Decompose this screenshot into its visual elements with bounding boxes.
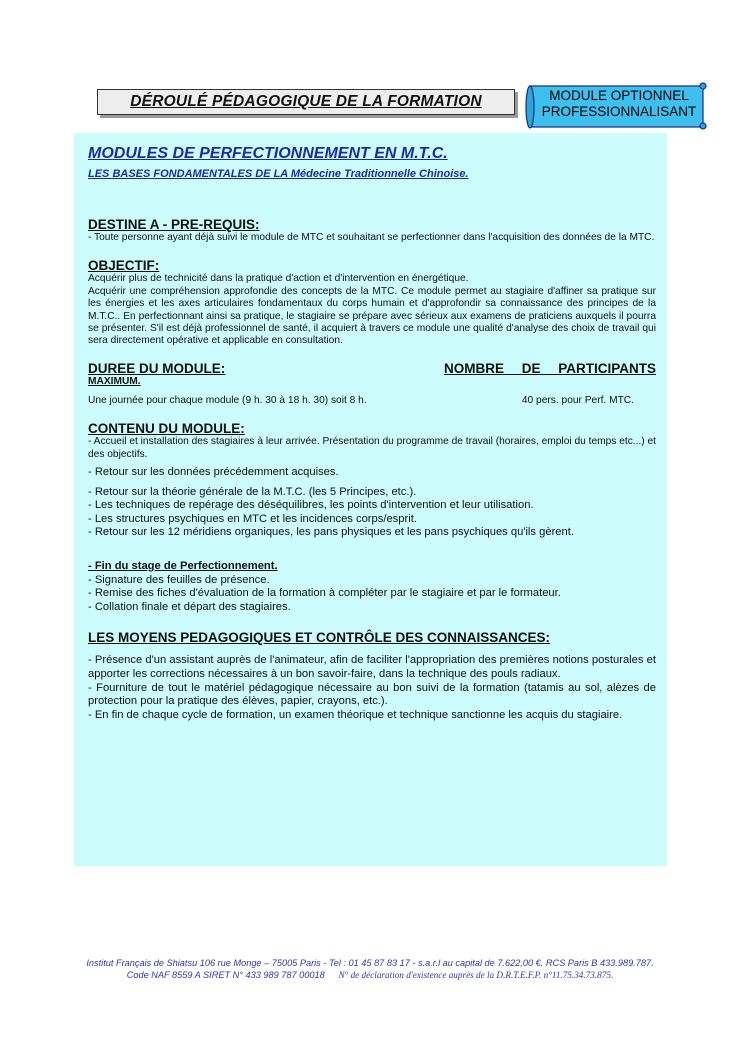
contenu-item-2: - Retour sur les données précédemment acquises. xyxy=(88,466,339,479)
participants-text: 40 pers. pour Perf. MTC. xyxy=(521,394,634,406)
module-badge xyxy=(525,82,707,130)
destine-heading: DESTINE A - PRE-REQUIS: xyxy=(88,217,260,232)
fin-item-1: - Signature des feuilles de présence. xyxy=(88,573,270,586)
module-subtitle: LES BASES FONDAMENTALES DE LA Médecine Traditionnelle Chinoise. xyxy=(88,168,469,180)
document-title-box xyxy=(97,89,515,115)
contenu-item-1: - Accueil et installation des stagiaires à leur arrivée. Présentation du programme de travail (horaires, emploi du temps etc...) et des objectifs. xyxy=(88,436,656,460)
contenu-item-4: - Les techniques de repérage des déséquilibres, les points d'intervention et leur utilisation. xyxy=(88,499,534,512)
duree-text: Une journée pour chaque module (9 h. 30 à 18 h. 30) soit 8 h. xyxy=(88,394,367,406)
participants-maximum: MAXIMUM. xyxy=(88,375,141,387)
participants-heading: NOMBRE DE PARTICIPANTS xyxy=(443,360,656,376)
contenu-item-5: - Les structures psychiques en MTC et les incidences corps/esprit. xyxy=(88,512,417,525)
contenu-heading: CONTENU DU MODULE: xyxy=(88,421,245,437)
badge-line-1: MODULE OPTIONNEL xyxy=(549,88,689,103)
footer-line-2 xyxy=(0,970,740,980)
destine-text: - Toute personne ayant déjà suivi le module de MTC et souhaitant se perfectionner dans l'acquisition des données de la MTC. xyxy=(88,232,655,243)
fin-item-2: - Remise des fiches d'évaluation de la formation à compléter par le stagiaire et par le formateur. xyxy=(88,587,561,600)
footer-declaration: N° de déclaration d'existence auprès de la D.R.T.E.F.P. n°11.75.34.73.875. xyxy=(338,970,614,980)
moyens-item-2: - Fourniture de tout le matériel pédagogique nécessaire au bon suivi de la formation (tatamis au sol, alèzes de protection pour la pratique des élèves, papier, crayons, etc.). xyxy=(88,681,656,708)
contenu-item-3: - Retour sur la théorie générale de la M.T.C. (les 5 Principes, etc.). xyxy=(88,485,417,498)
duree-heading: DUREE DU MODULE: xyxy=(88,360,226,376)
footer-address: Institut Français de Shiatsu 106 rue Monge – 75005 Paris - Tel : 01 45 87 83 17 - s.a.r.l au capital de 7.622,00 €. RCS Paris B 433.989.787. xyxy=(86,958,654,968)
badge-line-2: PROFESSIONNALISANT xyxy=(541,104,697,119)
objectif-paragraph: Acquérir une compréhension approfondie des concepts de la MTC. Ce module permet au stagiaire d'affiner sa pratique sur les énergies et les axes articulaires fondamentaux du corps humain et d'approfondir sa connaissance des principes de la M.T.C.. En perfectionnant ainsi sa pratique, le stagiaire se prépare avec sérieux aux examens de praticiens auxquels il pourra se présenter. S'il est déjà professionnel de santé, il acquiert à travers ce module une qualité d'analyse des choix de travail qui sera directement opérative et applicable en consultation. xyxy=(88,285,656,347)
fin-item-3: - Collation finale et départ des stagiaires. xyxy=(88,600,291,613)
module-title: MODULES DE PERFECTIONNEMENT EN M.T.C. xyxy=(88,145,448,162)
objectif-line: Acquérir plus de technicité dans la pratique d'action et d'intervention en énergétique. xyxy=(88,273,469,285)
contenu-item-6: - Retour sur les 12 méridiens organiques, les pans physiques et les pans psychiques qu'ils gèrent. xyxy=(88,526,574,539)
objectif-heading: OBJECTIF: xyxy=(88,258,160,274)
moyens-item-1: - Présence d'un assistant auprès de l'animateur, afin de faciliter l'appropriation des premières notions posturales et apporter les corrections nécessaires à un bon savoir-faire, dans la technique des pouls radiaux. xyxy=(88,654,656,680)
moyens-heading: LES MOYENS PEDAGOGIQUES ET CONTRÔLE DES CONNAISSANCES: xyxy=(88,630,551,646)
document-title: DÉROULÉ PÉDAGOGIQUE DE LA FORMATION xyxy=(130,93,482,110)
footer-siret: Code NAF 8559 A SIRET N° 433 989 787 00018 xyxy=(126,970,325,980)
moyens-item-3: - En fin de chaque cycle de formation, un examen théorique et technique sanctionne les acquis du stagiaire. xyxy=(88,708,623,721)
fin-heading: - Fin du stage de Perfectionnement. xyxy=(88,560,278,573)
footer-line-1 xyxy=(0,958,740,968)
content-body xyxy=(88,145,656,722)
